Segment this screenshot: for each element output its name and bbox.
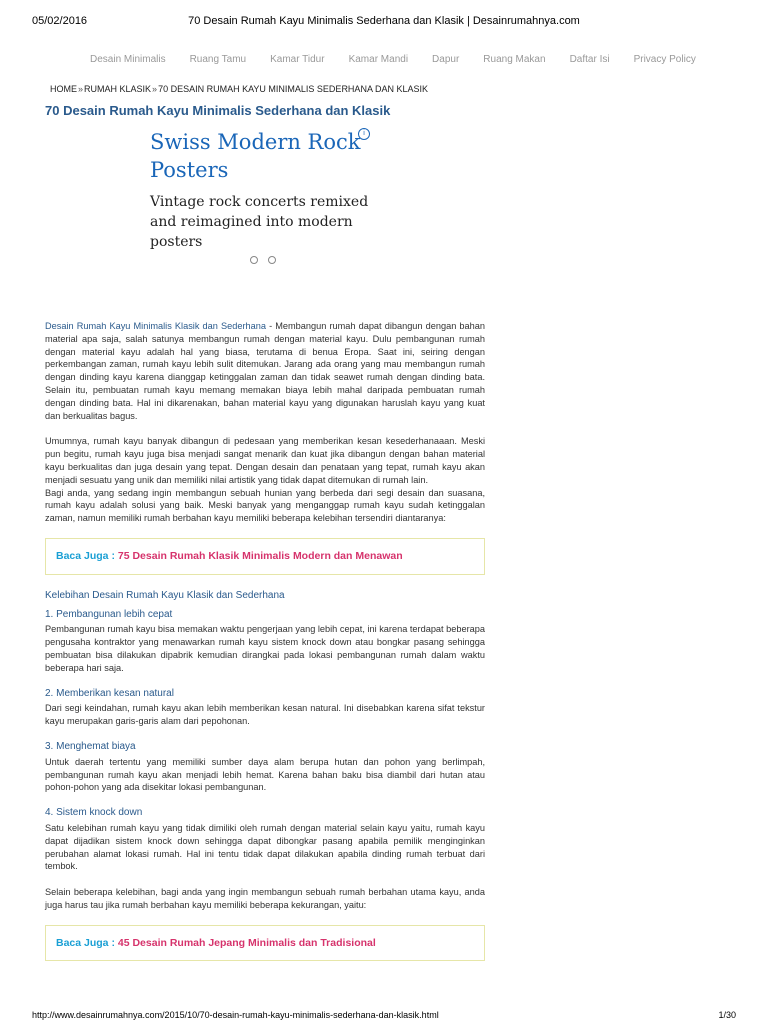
point-heading: 4. Sistem knock down (45, 807, 143, 819)
point-heading: 1. Pembangunan lebih cepat (45, 608, 173, 620)
nav-item-kamar-tidur[interactable]: Kamar Tidur (270, 54, 325, 65)
point-text: Pembangunan rumah kayu bisa memakan waktu pengerjaan yang lebih cepat, ini karena terdapat beberapa pengusaha kontraktor yang menawarkan rumah kayu sistem knock down atau bongkar pasang sehingga pembuatan bisa dilakukan dipabrik kemudian dirangkai pada lokasi pembangunan rumah dalam waktu beberapa hari saja. (45, 624, 485, 673)
breadcrumb-category[interactable]: RUMAH KLASIK (84, 84, 152, 94)
point-text: Dari segi keindahan, rumah kayu akan lebih memberikan kesan natural. Ini disebabkan karena sifat tekstur kayu merupakan garis-garis alam dari pepohonan. (45, 703, 485, 727)
ad-info-icon[interactable]: i (358, 128, 370, 140)
baca-juga-link[interactable]: 75 Desain Rumah Klasik Minimalis Modern dan Menawan (117, 549, 403, 562)
advertisement[interactable] (150, 128, 370, 268)
paragraph: Selain beberapa kelebihan, bagi anda yang ingin membangun sebuah rumah berbahan utama kayu, anda juga harus tau jika rumah berbahan kayu memiliki beberapa kekurangan, yaitu: (45, 887, 485, 910)
ad-text: Vintage rock concerts remixed and reimagined into modern posters (150, 194, 369, 250)
footer-url: http://www.desainrumahnya.com/2015/10/70-desain-rumah-kayu-minimalis-sederhana-dan-klasik.html (32, 1010, 439, 1020)
carousel-dot-icon[interactable] (250, 256, 258, 264)
point-heading: 3. Menghemat biaya (45, 740, 136, 752)
main-nav (80, 54, 748, 70)
print-header (32, 15, 736, 31)
baca-juga-label: Baca Juga : (56, 936, 115, 949)
breadcrumb-separator: » (152, 84, 158, 94)
print-title: 70 Desain Rumah Kayu Minimalis Sederhana dan Klasik | Desainrumahnya.com (188, 15, 580, 27)
baca-juga-label: Baca Juga : (56, 549, 115, 562)
ad-carousel-dots (250, 251, 286, 269)
section-title: Kelebihan Desain Rumah Kayu Klasik dan Sederhana (45, 589, 285, 601)
paragraph: Bagi anda, yang sedang ingin membangun sebuah hunian yang berbeda dari segi desain dan suasana, rumah kayu adalah solusi yang baik. Meski banyak yang menganggap rumah kayu sudah ketinggalan zaman, namun memiliki rumah berbahan kayu memiliki beberapa kelebihan tersendiri diantaranya: (45, 487, 485, 524)
footer-page-number: 1/30 (718, 1010, 736, 1020)
baca-juga-box (45, 538, 485, 575)
baca-juga-link[interactable]: 45 Desain Rumah Jepang Minimalis dan Tradisional (117, 936, 376, 949)
nav-item-ruang-makan[interactable]: Ruang Makan (483, 54, 546, 65)
breadcrumb-home[interactable]: HOME (50, 84, 77, 94)
nav-item-privacy-policy[interactable]: Privacy Policy (633, 54, 696, 65)
nav-item-dapur[interactable]: Dapur (432, 54, 460, 65)
point-text: Untuk daerah tertentu yang memiliki sumber daya alam berupa hutan dan pohon yang berlimpah, pembangunan rumah kayu akan menjadi lebih hemat. Karena bahan baku bisa diambil dari hutan atau pohon-pohon yang ada disekitar lokasi pembangunan. (45, 756, 485, 793)
ad-title[interactable]: Swiss Modern Rock Posters (150, 130, 361, 182)
intro-paragraph (45, 320, 485, 422)
carousel-dot-icon[interactable] (268, 256, 276, 264)
nav-item-kamar-mandi[interactable]: Kamar Mandi (348, 54, 409, 65)
nav-item-daftar-isi[interactable]: Daftar Isi (569, 54, 610, 65)
article-content (45, 320, 485, 976)
point-text: Satu kelebihan rumah kayu yang tidak dimiliki oleh rumah dengan material selain kayu yaitu, rumah kayu dapat dijadikan sistem knock down sehingga dapat dibongkar pasang apabila pemilik menginginkan perubahan alamat lokasi rumah. Hal ini tentu tidak dapat dilakukan apabila dinding rumah terbuat dari tembok. (45, 822, 485, 872)
print-date: 05/02/2016 (32, 15, 88, 27)
intro-text: - Membangun rumah dapat dibangun dengan bahan material apa saja, salah satunya membangun rumah dengan material kayu. Dulu pembangunan rumah dengan material kayu adalah hal yang biasa, terutama di benua Eropa. Saat ini, seiring dengan perkembangan zaman, rumah kayu lebih sulit ditemukan. Jarang ada orang yang mau membangun rumah dengan dinding kayu karena dianggap ketinggalan zaman dan tidak seawet rumah dengan dinding bata. Selain itu, pembuatan rumah kayu memang memakan biaya lebih mahal daripada pembuatan rumah dengan dinding bata. Hal ini dikarenakan, bahan material kayu yang digunakan haruslah kayu yang kuat dan berkualitas bagus. (45, 321, 485, 421)
baca-juga-box (45, 925, 485, 962)
nav-item-desain-minimalis[interactable]: Desain Minimalis (90, 54, 166, 65)
page-title: 70 Desain Rumah Kayu Minimalis Sederhana dan Klasik (45, 103, 391, 118)
breadcrumb-current: 70 DESAIN RUMAH KAYU MINIMALIS SEDERHANA DAN KLASIK (158, 84, 428, 94)
intro-link[interactable]: Desain Rumah Kayu Minimalis Klasik dan Sederhana (45, 321, 266, 331)
breadcrumb (50, 84, 428, 94)
breadcrumb-separator: » (78, 84, 84, 94)
point-heading: 2. Memberikan kesan natural (45, 687, 174, 699)
nav-item-ruang-tamu[interactable]: Ruang Tamu (189, 54, 247, 65)
paragraph: Umumnya, rumah kayu banyak dibangun di pedesaan yang memberikan kesan kesederhanaaan. Meski pun begitu, rumah kayu juga bisa menjadi sangat menarik dan kuat jika dibangun dengan bahan material kayu berkualitas dan juga desain yang tepat. Dengan desain dan penataan yang tepat, rumah kayu akan menjadi sesuatu yang unik dan memiliki nilai artistik yang tidak dapat ditemukan di rumah lain. (45, 436, 485, 485)
